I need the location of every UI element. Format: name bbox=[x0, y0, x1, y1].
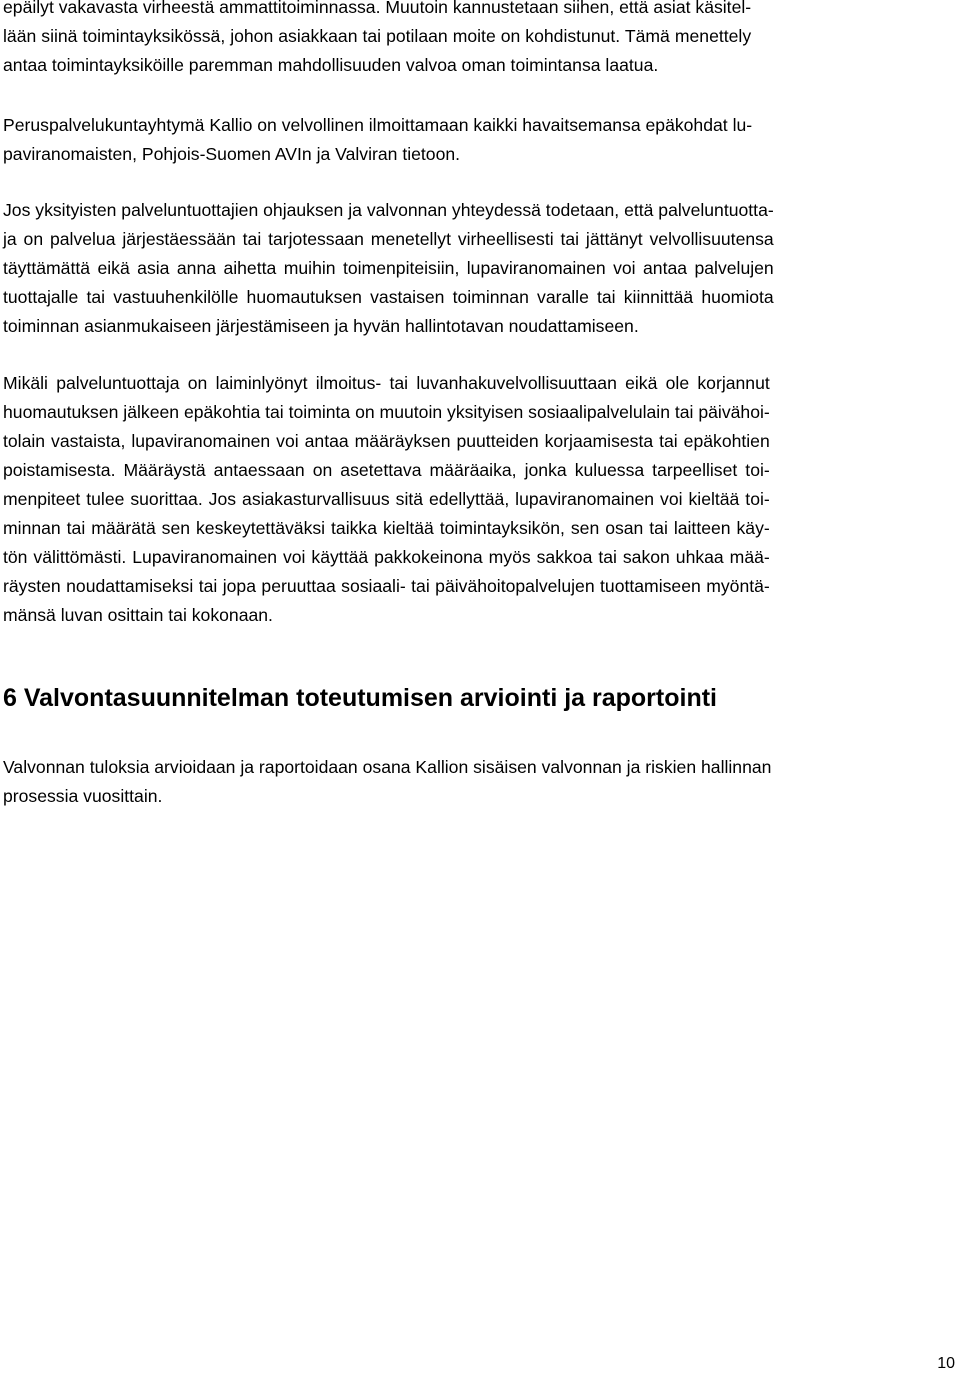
text-line: Jos yksityisten palveluntuottajien ohjauksen ja valvonnan yhteydessä todetaan, että palveluntuotta- bbox=[3, 200, 774, 220]
text-line: toiminnan asianmukaiseen järjestämiseen ja hyvän hallintotavan noudattamiseen. bbox=[3, 316, 639, 336]
text-line: prosessia vuosittain. bbox=[3, 786, 163, 806]
text-line: tön välittömästi. Lupaviranomainen voi käyttää pakkokeinona myös sakkoa tai sakon uhkaa mää- bbox=[3, 547, 770, 567]
text-line: paviranomaisten, Pohjois-Suomen AVIn ja Valviran tietoon. bbox=[3, 144, 461, 164]
text-line: Valvonnan tuloksia arvioidaan ja raportoidaan osana Kallion sisäisen valvonnan ja riskien hallinnan bbox=[3, 757, 772, 777]
paragraph-private-provider-guidance bbox=[3, 196, 774, 341]
text-line: Peruspalvelukuntayhtymä Kallio on velvollinen ilmoittamaan kaikki havaitsemansa epäkohdat lu- bbox=[3, 115, 753, 135]
text-line: epäilyt vakavasta virheestä ammattitoiminnassa. Muutoin kannustetaan siihen, että asiat käsitel- bbox=[3, 0, 752, 17]
text-line: mänsä luvan osittain tai kokonaan. bbox=[3, 605, 273, 625]
text-line: huomautuksen jälkeen epäkohtia tai toiminta on muutoin yksityisen sosiaalipalvelulain tai päivähoi- bbox=[3, 402, 770, 422]
paragraph-sanctions bbox=[3, 369, 770, 630]
text-line: antaa toimintayksiköille paremman mahdollisuuden valvoa oman toimintansa laatua. bbox=[3, 55, 659, 75]
page-number: 10 bbox=[937, 1355, 955, 1372]
paragraph-reporting-obligation bbox=[3, 111, 752, 169]
text-line: täyttämättä eikä asia anna aihetta muihin toimenpiteisiin, lupaviranomainen voi antaa palvelujen bbox=[3, 258, 774, 278]
paragraph-evaluation-reporting bbox=[3, 753, 771, 811]
text-line: minnan tai määrätä sen keskeytettäväksi taikka kieltää toimintayksikön, sen osan tai laitteen käy- bbox=[3, 518, 770, 538]
text-line: Mikäli palveluntuottaja on laiminlyönyt ilmoitus- tai luvanhakuvelvollisuuttaan eikä ole korjannut bbox=[3, 373, 770, 393]
text-line: lään siinä toimintayksikössä, johon asiakkaan tai potilaan moite on kohdistunut. Tämä menettely bbox=[3, 26, 752, 46]
section-heading: 6 Valvontasuunnitelman toteutumisen arviointi ja raportointi bbox=[3, 684, 717, 712]
text-line: tuottajalle tai vastuuhenkilölle huomautuksen vastaisen toiminnan varalle tai kiinnittää huomiota bbox=[3, 287, 774, 307]
text-line: räysten noudattamiseksi tai jopa peruuttaa sosiaali- tai päivähoitopalvelujen tuottamiseen myöntä- bbox=[3, 576, 770, 596]
paragraph-complaints-handling bbox=[3, 0, 751, 80]
text-line: menpiteet tulee suorittaa. Jos asiakasturvallisuus sitä edellyttää, lupaviranomainen voi kieltää toi- bbox=[3, 489, 770, 509]
text-line: tolain vastaista, lupaviranomainen voi antaa määräyksen puutteiden korjaamisesta tai epäkohtien bbox=[3, 431, 770, 451]
text-line: ja on palvelua järjestäessään tai tarjotessaan menetellyt virheellisesti tai jättänyt velvollisuutensa bbox=[3, 229, 774, 249]
text-line: poistamisesta. Määräystä antaessaan on asetettava määräaika, jonka kuluessa tarpeelliset toi- bbox=[3, 460, 770, 480]
